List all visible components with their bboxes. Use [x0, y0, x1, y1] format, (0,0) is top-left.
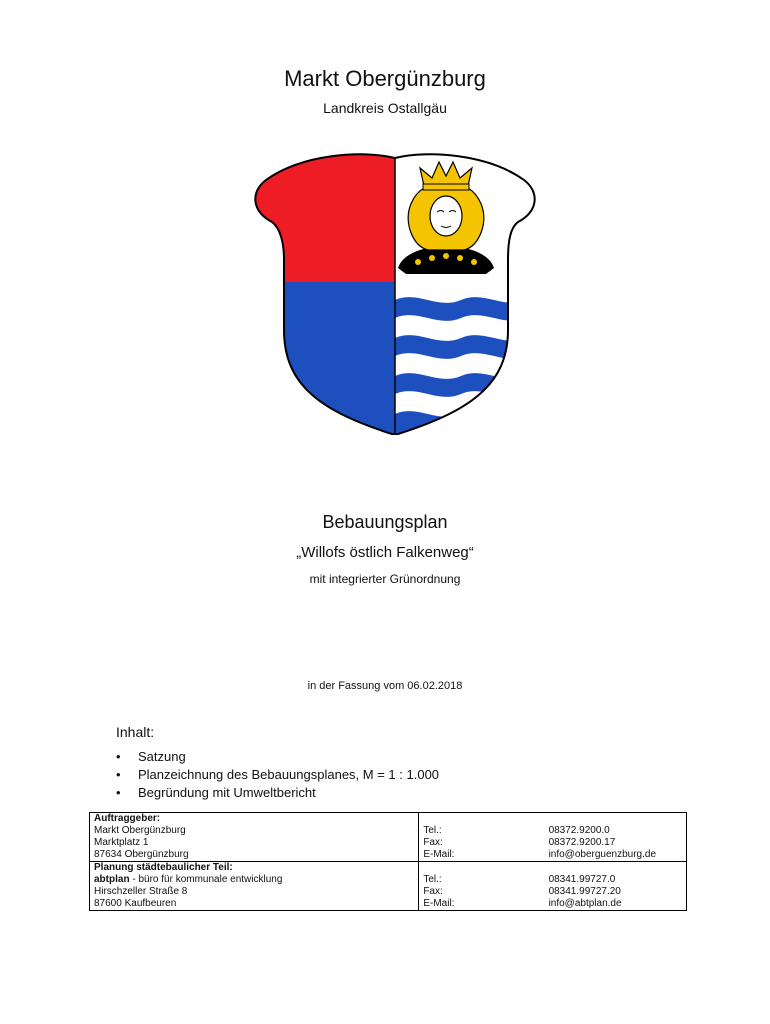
version-date: in der Fassung vom 06.02.2018 — [307, 680, 463, 692]
client-label: Auftraggeber: — [90, 813, 419, 826]
contact-value: 08372.9200.0 — [545, 825, 687, 837]
plan-title: Bebauungsplan — [322, 512, 448, 532]
contact-value[interactable]: info@abtplan.de — [545, 898, 687, 911]
client-line: 87634 Obergünzburg — [90, 849, 419, 862]
planner-name — [90, 874, 419, 886]
contact-table — [89, 812, 687, 911]
contact-label: Fax: — [419, 837, 545, 849]
list-item: • Satzung — [116, 748, 439, 766]
district-subtitle: Landkreis Ostallgäu — [323, 100, 447, 116]
client-line: Marktplatz 1 — [90, 837, 419, 849]
municipality-title: Markt Obergünzburg — [284, 66, 486, 91]
contact-label: Fax: — [419, 886, 545, 898]
contact-label: E-Mail: — [419, 898, 545, 911]
planner-label: Planung städtebaulicher Teil: — [90, 862, 419, 875]
crest-blue-field — [228, 282, 395, 435]
list-item: • Planzeichnung des Bebauungsplanes, M = 1 : 1.000 — [116, 766, 439, 784]
plan-name: „Willofs östlich Falkenweg“ — [296, 544, 474, 561]
plan-note: mit integrierter Grünordnung — [309, 572, 461, 586]
contact-value: 08341.99727.0 — [545, 874, 687, 886]
contact-label: Tel.: — [419, 825, 545, 837]
planner-line: Hirschzeller Straße 8 — [90, 886, 419, 898]
contact-value: 08341.99727.20 — [545, 886, 687, 898]
contact-label: E-Mail: — [419, 849, 545, 862]
client-line: Markt Obergünzburg — [90, 825, 419, 837]
contact-value: 08372.9200.17 — [545, 837, 687, 849]
list-item: • Begründung mit Umweltbericht — [116, 784, 439, 802]
planner-line: 87600 Kaufbeuren — [90, 898, 419, 911]
contents-heading: Inhalt: — [116, 724, 155, 740]
contents-list — [116, 748, 439, 802]
contact-label: Tel.: — [419, 874, 545, 886]
crest-red-field — [228, 150, 395, 282]
planner-name-bold: abtplan — [94, 874, 130, 885]
contact-value[interactable]: info@oberguenzburg.de — [545, 849, 687, 862]
coat-of-arms-icon — [228, 150, 543, 435]
planner-name-rest: - büro für kommunale entwicklung — [129, 874, 283, 885]
